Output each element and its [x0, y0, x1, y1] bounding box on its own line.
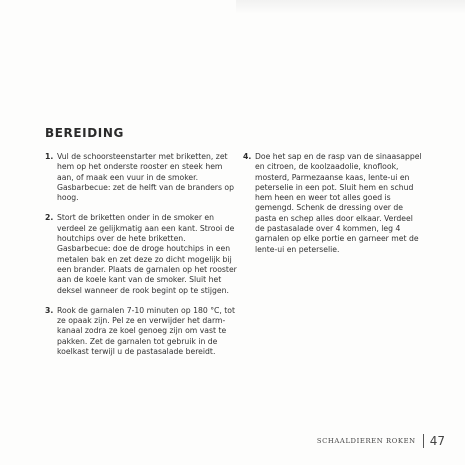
page-footer	[317, 434, 445, 448]
step-text: Rook de garnalen 7-10 minuten op 180 °C, tot ze opaak zijn. Pel ze en verwijder het darmkanaal zodra ze koel genoeg zijn om vast te pakken. Zet de garnalen tot gebruik in de koelkast terwijl u de pastasalade bereidt.	[57, 305, 236, 357]
step-text: Vul de schoorsteenstarter met briketten, zet hem op het onderste rooster en steek hem aan, of maak een vuur in de smoker. Gasbarbecue: zet de helft van de branders op hoog.	[57, 152, 234, 203]
recipe-step-3	[45, 306, 237, 357]
footer-divider	[423, 434, 424, 448]
steps-column-left	[45, 152, 237, 367]
facing-page-shadow	[236, 0, 465, 14]
step-text: Stort de briketten onder in de smoker en verdeel ze gelijkmatig aan een kant. Strooi de houtchips over de hete briketten. Gasbarbecue: doe de droge houtchips in een metalen bak en zet deze zo dicht mogelijk bij een brander. Plaats de garnalen op het rooster aan de koele kant van de smoker. Sluit het deksel wanneer de rook begint op te stijgen.	[57, 213, 237, 295]
recipe-step-4	[243, 152, 423, 255]
page-number: 47	[429, 434, 445, 448]
step-number: 3.	[45, 305, 54, 315]
recipe-step-1	[45, 152, 237, 203]
step-number: 4.	[243, 152, 252, 161]
recipe-step-2	[45, 213, 237, 295]
step-number: 2.	[45, 213, 54, 223]
step-text: Doe het sap en de rasp van de sinaasappel en citroen, de koolzaadolie, knoflook, mosterd, Parmezaanse kaas, lente-ui en peterselie in een pot. Sluit hem en schud hem heen en weer tot alles goed is gemengd. Schenk de dressing over de pasta en schep alles door elkaar. Verdeel de pastasalade over 4 kommen, leg 4 garnalen op elke portie en garneer met de lente-ui en peterselie.	[255, 152, 422, 254]
section-heading: BEREIDING	[45, 126, 124, 140]
step-number: 1.	[45, 152, 54, 161]
steps-column-right	[243, 152, 423, 265]
running-footer-section: SCHAALDIEREN ROKEN	[316, 437, 416, 445]
